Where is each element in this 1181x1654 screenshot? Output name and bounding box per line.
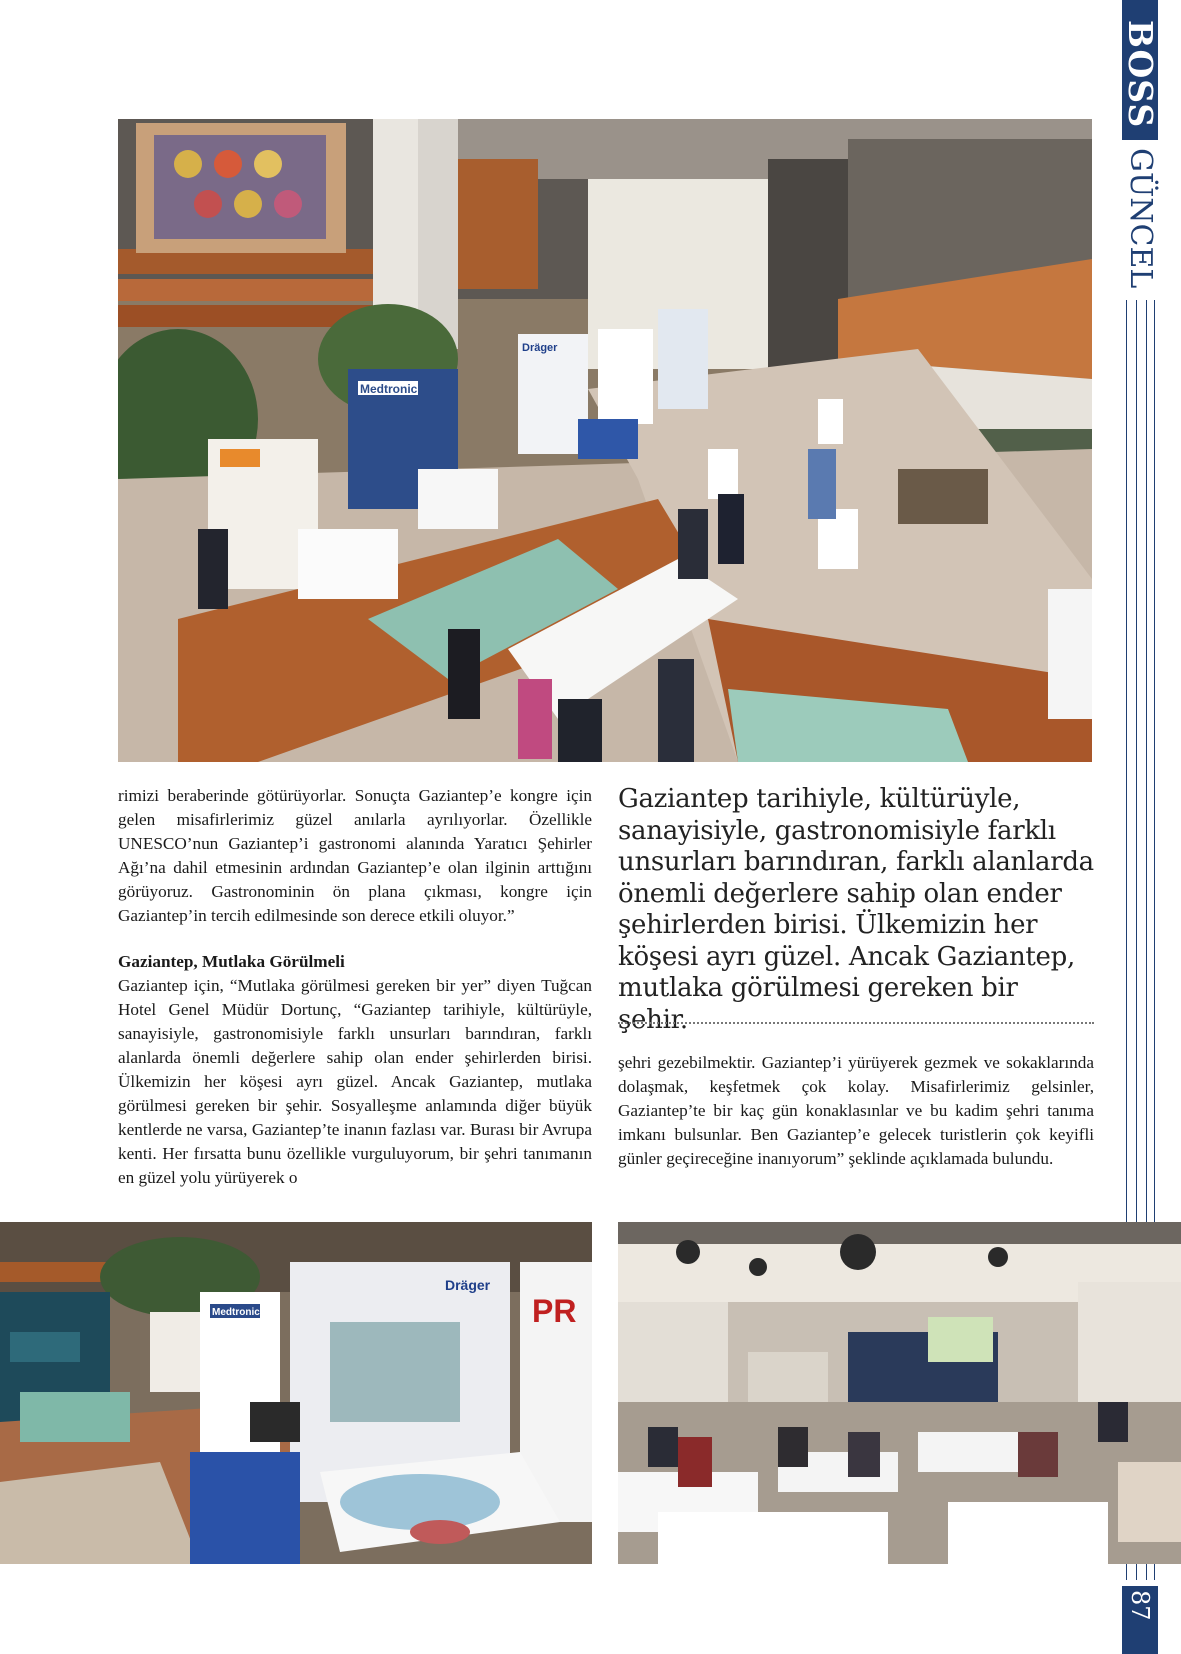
- booth-sign-pro: PR: [532, 1293, 577, 1329]
- dotted-divider: [618, 1022, 1094, 1024]
- body-paragraph: şehri gezebilmektir. Gaziantep’i yürüyerek gezmek ve sokaklarında dolaşmak, keşfetmek çok kolay. Misafirlerimiz gelsinler, Gaziantep’te bir kaç gün konaklasınlar ve bu kadim şehri tanıma imkanı bulsunlar. Ben Gaziantep’e gelecek turistlerin çok keyifli günler geçireceğine inanıyorum” şeklinde açıklamada bulundu.: [618, 1053, 1094, 1168]
- page-number: 87: [1126, 1590, 1154, 1621]
- right-column: [618, 1051, 1094, 1171]
- body-paragraph: rimizi beraberinde götürüyorlar. Sonuçta Gaziantep’e kongre için gelen misafirlerimiz güzel anılarla ayrılıyorlar. Özellikle UNESCO’nun Gaziantep’i gastronomi alanında Yaratıcı Şehirler Ağı’na dahil etmesinin ardından Gaziantep’e olan ilginin arttığını görüyoruz. Gastronominin ön plana çıkması, kongre için Gaziantep’in tercih edilmesinde son derece etkili oluyor.”: [118, 786, 592, 925]
- booth-sign-draeger: Dräger: [522, 342, 558, 354]
- photo-exhibition-booth: [0, 1222, 592, 1564]
- section-title: GÜNCEL: [1123, 148, 1158, 289]
- brand-logo-text: BOSS: [1121, 20, 1160, 129]
- subheading: Gaziantep, Mutlaka Görülmeli: [118, 952, 345, 971]
- pull-quote: Gaziantep tarihiyle, kültürüyle, sanayisiyle, gastronomisiyle farklı unsurları barındıran, farklı alanlarda önemli değerlere sahip olan ender şehirlerden birisi. Ülkemizin her köşesi ayrı güzel. Ancak Gaziantep, mutlaka görülmesi gereken bir şehir.: [618, 784, 1094, 1035]
- photo-conference-hall: [618, 1222, 1181, 1564]
- body-paragraph: Gaziantep için, “Mutlaka görülmesi gereken bir yer” diyen Tuğcan Hotel Genel Müdür Dortunç, “Gaziantep tarihiyle, kültürüyle, sanayisiyle, gastronomisiyle farklı unsurları barındıran, farklı alanlarda önemli değerlere sahip olan ender şehirlerden birisi. Ülkemizin her köşesi ayrı güzel. Ancak Gaziantep, mutlaka görülmesi gereken bir şehir. Sosyalleşme anlamında diğer büyük kentlerde ne varsa, Gaziantep’te inanın fazlası var. Burası bir Avrupa kenti. Her fırsatta bunu özellikle vurguluyorum, bir şehri tanımanın en güzel yolu yürüyerek o: [118, 976, 592, 1187]
- booth-sign-medtronic: Medtronic: [212, 1307, 260, 1318]
- photo-exhibition-lobby: [118, 119, 1092, 762]
- left-column: [118, 784, 592, 1190]
- booth-sign-medtronic: Medtronic: [360, 382, 418, 396]
- booth-sign-draeger: Dräger: [445, 1277, 491, 1293]
